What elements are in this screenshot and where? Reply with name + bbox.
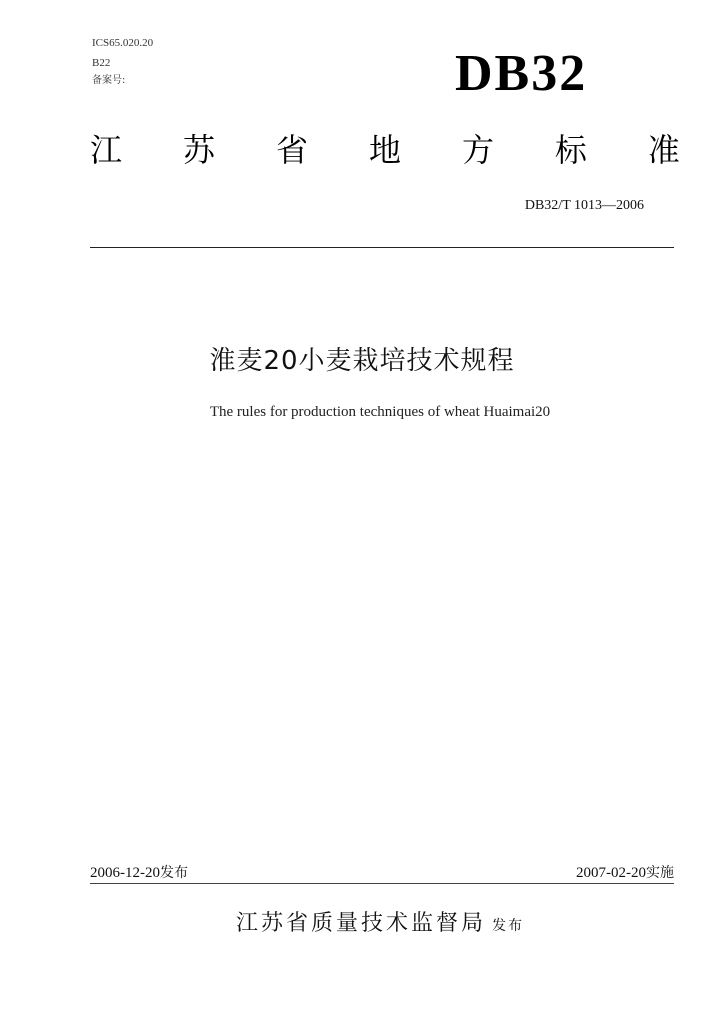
document-title-cn: 淮麦20小麦栽培技术规程 — [209, 346, 515, 376]
issuer-name: 江苏省质量技术监督局 — [235, 911, 486, 936]
db32-logo: DB32 — [455, 45, 588, 102]
header-divider — [90, 247, 674, 248]
footer-divider — [90, 883, 674, 884]
issue-date: 2006-12-20 — [90, 865, 160, 881]
implement-label: 实施 — [646, 865, 674, 881]
issue-date-line — [90, 862, 188, 882]
issue-label: 发布 — [160, 865, 188, 881]
standard-type-char: 标 — [554, 131, 587, 169]
implement-date: 2007-02-20 — [576, 865, 646, 881]
standard-type-char: 方 — [461, 131, 494, 169]
standard-type-char: 地 — [368, 131, 401, 169]
ccs-code: B22 — [92, 57, 111, 69]
ics-code: ICS65.020.20 — [92, 37, 154, 49]
implement-date-line — [576, 862, 674, 882]
standard-type-char: 江 — [90, 131, 123, 169]
standard-type-char: 苏 — [182, 131, 215, 169]
issuer-line — [0, 906, 724, 937]
standard-type-char: 省 — [275, 131, 308, 169]
standard-number: DB32/T 1013—2006 — [524, 198, 644, 213]
issuer-suffix: 发布 — [492, 918, 524, 934]
document-title-en: The rules for production techniques of wheat Huaimai20 — [209, 404, 551, 420]
standard-type-heading — [90, 131, 680, 169]
record-number-label: 备案号: — [92, 75, 126, 86]
standard-type-char: 准 — [647, 131, 680, 169]
